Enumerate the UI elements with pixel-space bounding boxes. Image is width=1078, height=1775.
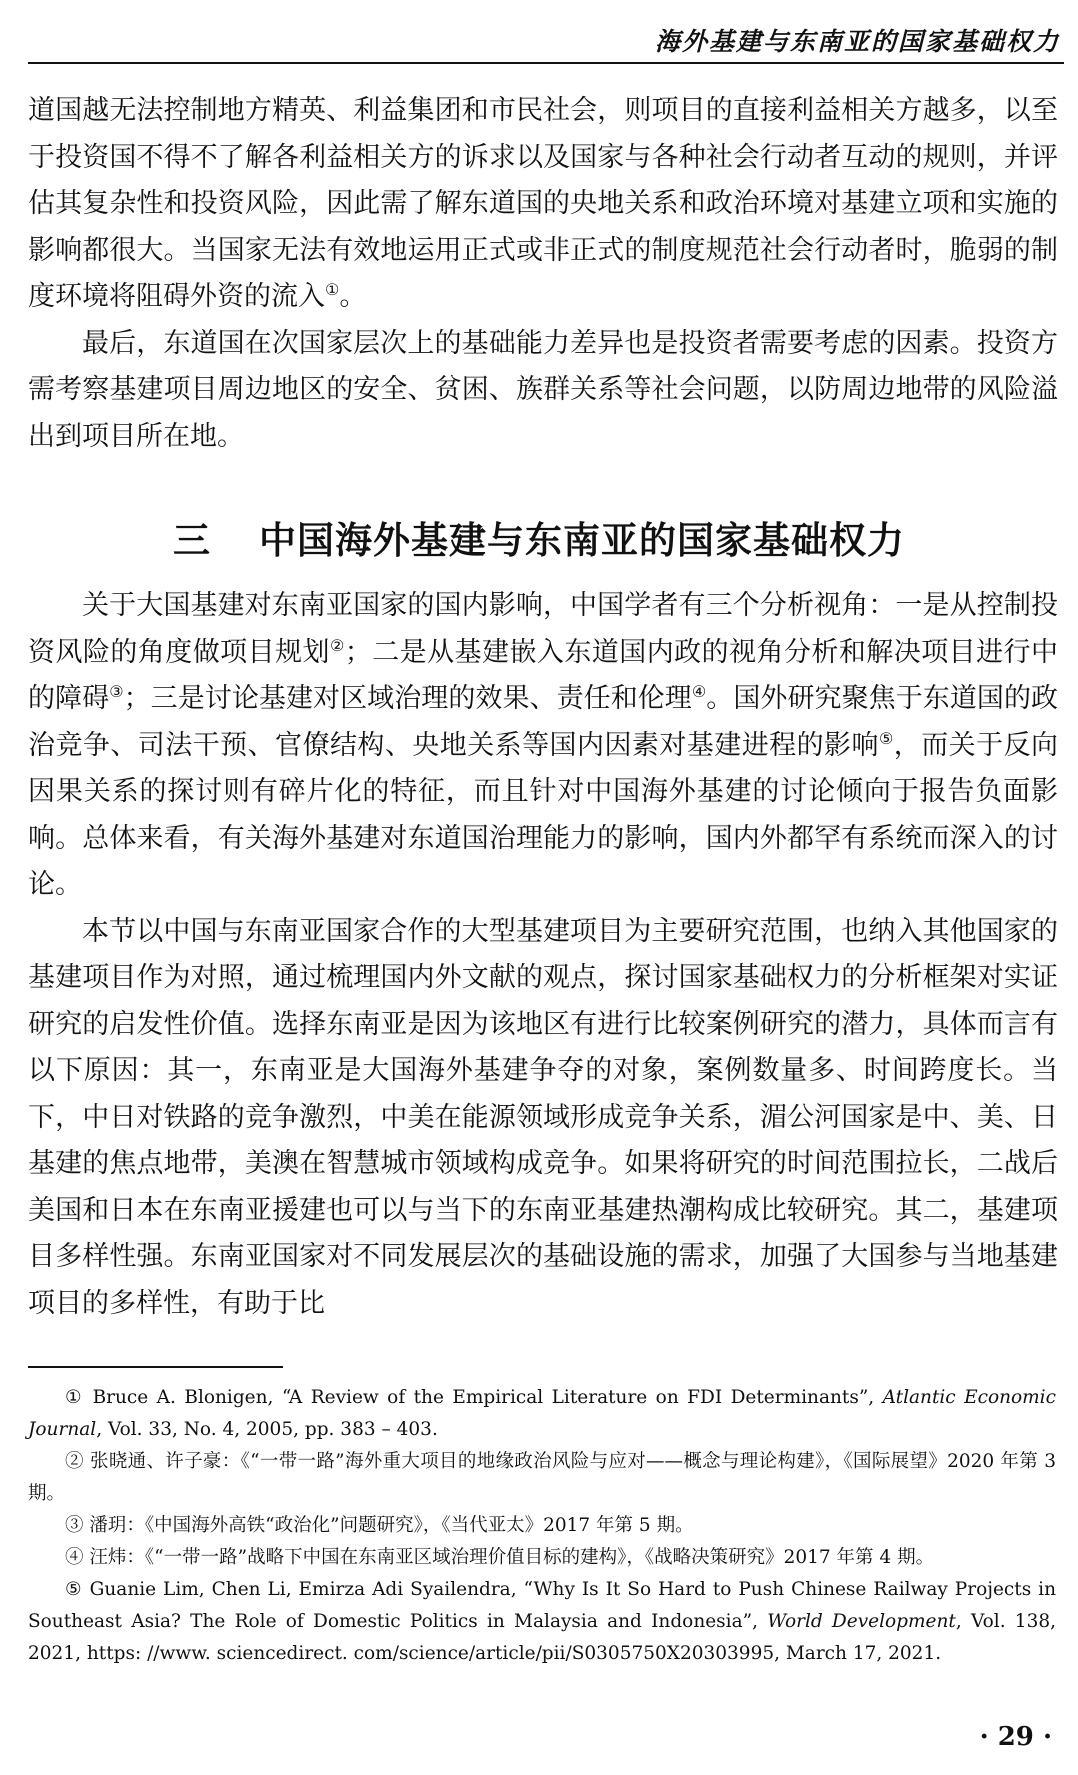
footnote-3 (28, 1510, 1056, 1542)
body-block-section (28, 583, 1058, 1327)
continued-paragraph: 道国越无法控制地方精英、利益集团和市民社会，则项目的直接利益相关方越多，以至于投资国不得不了解各利益相关方的诉求以及国家与各种社会行动者互动的规则，并评估其复杂性和投资风险，因此需了解东道国的央地关系和政治环境对基建立项和实施的影响都很大。当国家无法有效地运用正式或非正式的制度规范社会行动者时，脆弱的制度环境将阻碍外资的流入①。 (28, 95, 1058, 312)
para1-text-4: 。国外研究聚焦于东道国的政治竞争、司法干预、官僚结构、央地关系等国内因素对基建进程的影响 (28, 683, 1059, 761)
continued-paragraph-text: 道国越无法控制地方精英、利益集团和市民社会，则项目的直接利益相关方越多，以至于投资国不得不了解各利益相关方的诉求以及国家与各种社会行动者互动的规则，并评估其复杂性和投资风险，因此需了解东道国的央地关系和政治环境对基建立项和实施的影响都很大。当国家无法有效地运用正式或非正式的制度规范社会行动者时，脆弱的制度环境将阻碍外资的流入 (28, 95, 1058, 312)
footnote-5-journal: World Development (767, 1611, 956, 1632)
footnote-1-tail: , Vol. 33, No. 4, 2005, pp. 383 – 403. (96, 1419, 438, 1440)
footnote-3-mark: ③ (65, 1515, 84, 1536)
footnote-3-text: 潘玥：《中国海外高铁“政治化”问题研究》，《当代亚太》2017 年第 5 期。 (89, 1515, 694, 1536)
footnote-ref-2[interactable]: ② (329, 635, 345, 655)
footnote-ref-3[interactable]: ③ (109, 682, 124, 701)
body-block-top (28, 88, 1058, 460)
para1-text-1: 关于大国基建对东南亚国家的国内影响，中国学者有三个分析视角：一是从控制投资风险的角度做项目规划 (28, 590, 1058, 668)
footnote-4-text: 汪炜：《“一带一路”战略下中国在东南亚区域治理价值目标的建构》，《战略决策研究》2017 年第 4 期。 (89, 1547, 935, 1568)
running-head: 海外基建与东南亚的国家基础权力 (654, 27, 1060, 56)
footnote-rule (28, 1366, 283, 1368)
para1-text-3: ；三是讨论基建对区域治理的效果、责任和伦理 (123, 683, 692, 714)
paragraph-scope: 本节以中国与东南亚国家合作的大型基建项目为主要研究范围，也纳入其他国家的基建项目作为对照，通过梳理国内外文献的观点，探讨国家基础权力的分析框架对实证研究的启发性价值。选择东南亚是因为该地区有进行比较案例研究的潜力，具体而言有以下原因：其一，东南亚是大国海外基建争夺的对象，案例数量多、时间跨度长。当下，中日对铁路的竞争激烈，中美在能源领域形成竞争关系，湄公河国家是中、美、日基建的焦点地带，美澳在智慧城市领域构成竞争。如果将研究的时间范围拉长，二战后美国和日本在东南亚援建也可以与当下的东南亚基建热潮构成比较研究。其二，基建项目多样性强。东南亚国家对不同发展层次的基础设施的需求，加强了大国参与当地基建项目的多样性，有助于比 (28, 915, 1058, 1319)
footnote-5-tail: , Vol. 138, 2021, https: //www. sciencedirect. com/science/article/pii/S0305750X20303995, March 17, 2021. (28, 1611, 1056, 1664)
page-number: · 29 · (979, 1722, 1052, 1752)
footnote-1-mark: ① (65, 1387, 85, 1408)
section-number: 三 (173, 518, 211, 562)
footnote-4-mark: ④ (65, 1547, 84, 1568)
footnote-2-text: 张晓通、许子豪：《“一带一路”海外重大项目的地缘政治风险与应对——概念与理论构建》，《国际展望》2020 年第 3 期。 (28, 1451, 1056, 1504)
footnote-4 (28, 1542, 1056, 1574)
section-title: 中国海外基建与东南亚的国家基础权力 (259, 518, 905, 562)
header-rule (28, 62, 1064, 64)
footnote-1-journal: Atlantic Economic Journal (28, 1387, 1056, 1440)
footnote-ref-4[interactable]: ④ (691, 682, 707, 701)
paragraph-perspectives (28, 583, 1058, 909)
para1-text-5: ，而关于反向因果关系的探讨则有碎片化的特征，而且针对中国海外基建的讨论倾向于报告负面影响。总体来看，有关海外基建对东道国治理能力的影响，国内外都罕有系统而深入的讨论。 (28, 729, 1059, 900)
footnote-ref-5[interactable]: ⑤ (878, 728, 894, 748)
section-heading (0, 510, 1078, 564)
footnote-5-mark: ⑤ (65, 1579, 83, 1600)
para1-text-2: ；二是从基建嵌入东道国内政的视角分析和解决项目进行中的障碍 (28, 636, 1059, 714)
footnote-5-text: Guanie Lim, Chen Li, Emirza Adi Syailendra, “Why Is It So Hard to Push Chinese Railway Projects in Southeast Asia? The Role of Domestic Politics in Malaysia and Indonesia”, (28, 1579, 1056, 1632)
footnote-5 (28, 1574, 1056, 1670)
footnote-1 (28, 1382, 1056, 1446)
footnote-2 (28, 1446, 1056, 1510)
footnote-ref-1[interactable]: ① (325, 280, 340, 299)
footnotes (28, 1382, 1056, 1670)
footnote-1-text: Bruce A. Blonigen, “A Review of the Empirical Literature on FDI Determinants”, (92, 1387, 883, 1408)
footnote-2-mark: ② (65, 1451, 84, 1472)
paragraph-last-factor: 最后，东道国在次国家层次上的基础能力差异也是投资者需要考虑的因素。投资方需考察基建项目周边地区的安全、贫困、族群关系等社会问题，以防周边地带的风险溢出到项目所在地。 (28, 327, 1058, 452)
